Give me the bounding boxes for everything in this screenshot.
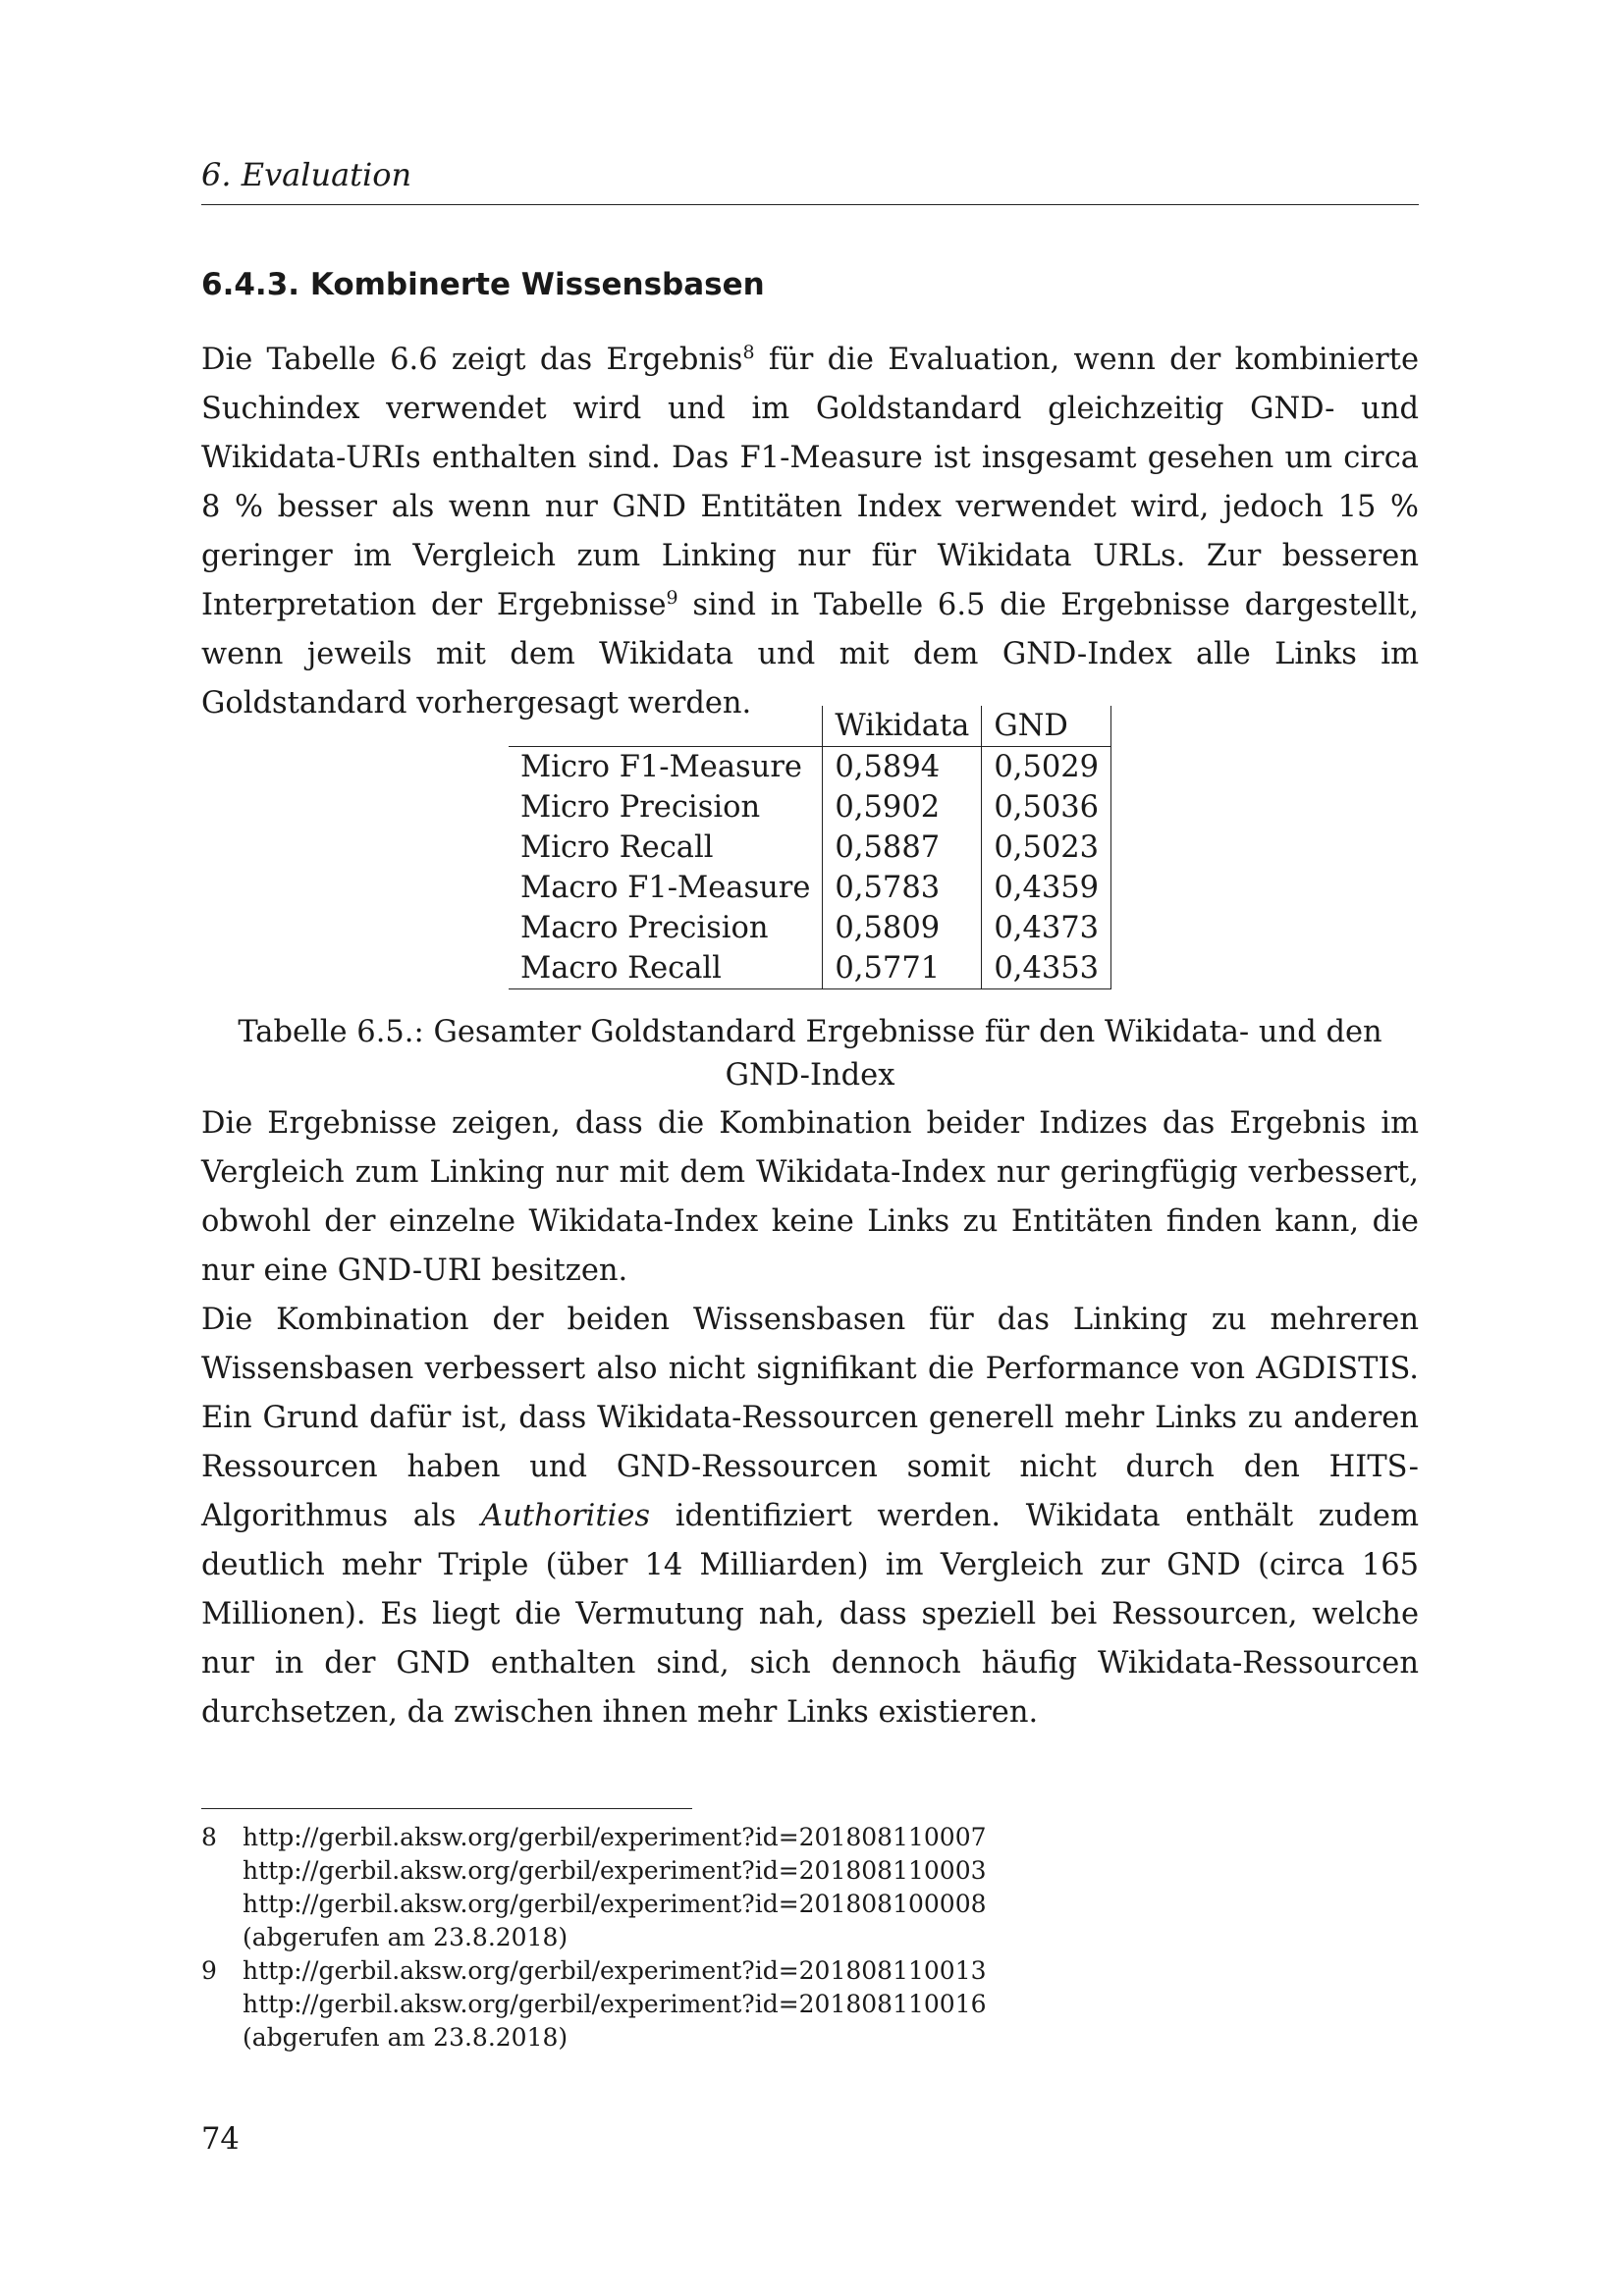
footnote-link[interactable]: http://gerbil.aksw.org/gerbil/experiment?id=201808110007 [243,1823,987,1851]
footnote-link[interactable]: http://gerbil.aksw.org/gerbil/experiment?id=201808110013 [243,1956,987,1985]
paragraph-intro [201,336,1419,728]
table-header-row [509,706,1111,747]
wikidata-value: 0,5894 [823,747,982,788]
running-header [201,155,1419,205]
paragraph-results: Die Ergebnisse zeigen, dass die Kombination beider Indizes das Ergebnis im Vergleich zum Linking nur mit dem Wikidata-Index nur geringfügig verbessert, obwohl der einzelne Wikidata-Index keine Links zu Entitäten finden kann, die nur eine GND-URI besitzen. [201,1106,1419,1288]
footnote-number: 8 [201,1823,217,1851]
wikidata-value: 0,5902 [823,787,982,828]
gnd-value: 0,4373 [982,908,1111,948]
footnote-9 [201,1954,1419,2055]
footnote-number: 9 [201,1956,217,1985]
page-number: 74 [201,2122,240,2157]
footnote-link[interactable]: http://gerbil.aksw.org/gerbil/experiment?id=201808100008 [243,1890,987,1918]
row-label: Micro Recall [520,830,714,865]
table-row [509,908,1111,948]
row-label: Micro Precision [520,790,761,825]
gnd-value: 0,5036 [982,787,1111,828]
emphasis-authorities: Authorities [481,1499,651,1533]
table-row [509,948,1111,989]
paragraph-discussion-text-1: Die Kombination der beiden Wissensbasen für das Linking zu mehreren Wissensbasen verbessert also nicht signifikant die Performance von AGDISTIS. Ein Grund dafür ist, dass Wikidata-Ressourcen generell mehr Links zu anderen Ressourcen haben und GND-Ressourcen somit nicht durch den HITS-Algorithmus als [201,1303,1419,1533]
gnd-value: 0,5023 [982,828,1111,868]
wikidata-value: 0,5809 [823,908,982,948]
gnd-value: 0,4353 [982,948,1111,989]
section-title: Kombinerte Wissensbasen [309,267,765,302]
section-heading [201,265,1419,304]
row-label: Micro F1-Measure [509,747,823,788]
table-row [509,868,1111,908]
footnote-link[interactable]: http://gerbil.aksw.org/gerbil/experiment?id=201808110003 [243,1856,987,1885]
footnote-access-date: (abgerufen am 23.8.2018) [243,2023,568,2052]
footnote-link[interactable]: http://gerbil.aksw.org/gerbil/experiment?id=201808110016 [243,1990,987,2018]
row-label: Macro Precision [520,911,769,945]
footnote-ref-9[interactable]: 9 [666,586,678,609]
wikidata-value: 0,5887 [823,828,982,868]
wikidata-value: 0,5771 [823,948,982,989]
gnd-value: 0,4359 [982,868,1111,908]
wikidata-value: 0,5783 [823,868,982,908]
gnd-value: 0,5029 [982,747,1111,788]
table-header-wikidata: Wikidata [823,706,982,747]
table-header-gnd: GND [982,706,1111,747]
footnote-divider [201,1808,692,1809]
paragraph-intro-text-3: sind in Tabelle 6.5 die Ergebnisse dargestellt, wenn jeweils mit dem Wikidata und mit dem GND-Index alle Links im Goldstandard vorhergesagt werden. [201,588,1419,721]
table-row [509,828,1111,868]
table-header-empty [509,706,823,747]
footnotes [201,1821,1419,2055]
footnote-8 [201,1821,1419,1954]
results-table [509,706,1111,989]
paragraph-discussion-text-2: identifiziert werden. Wikidata enthält zudem deutlich mehr Triple (über 14 Milliarden) im Vergleich zur GND (circa 165 Millionen). Es liegt die Vermutung nah, dass speziell bei Ressourcen, welche nur in der GND enthalten sind, sich dennoch häufig Wikidata-Ressourcen durchsetzen, da zwischen ihnen mehr Links existieren. [201,1499,1419,1730]
table-caption: Tabelle 6.5.: Gesamter Goldstandard Ergebnisse für den Wikidata- und den GND-Index [238,1015,1382,1093]
row-label: Macro Recall [509,948,823,989]
table-row [509,787,1111,828]
footnote-ref-8[interactable]: 8 [742,341,755,363]
paragraph-intro-text-1: Die Tabelle 6.6 zeigt das Ergebnis [201,343,743,377]
paragraph-discussion [201,1296,1419,1737]
section-number: 6.4.3. [201,267,300,302]
row-label: Macro F1-Measure [520,871,811,905]
paragraph-intro-text-2: für die Evaluation, wenn der kombinierte Suchindex verwendet wird und im Goldstandard gleichzeitig GND- und Wikidata-URIs enthalten sind. Das F1-Measure ist insgesamt gesehen um circa 8 % besser als wenn nur GND Entitäten Index verwendet wird, jedoch 15 % geringer im Vergleich zum Linking nur für Wikidata URLs. Zur besseren Interpretation der Ergebnisse [201,343,1419,622]
running-title: 6. Evaluation [201,156,412,193]
footnote-access-date: (abgerufen am 23.8.2018) [243,1923,568,1951]
table-row [509,747,1111,788]
